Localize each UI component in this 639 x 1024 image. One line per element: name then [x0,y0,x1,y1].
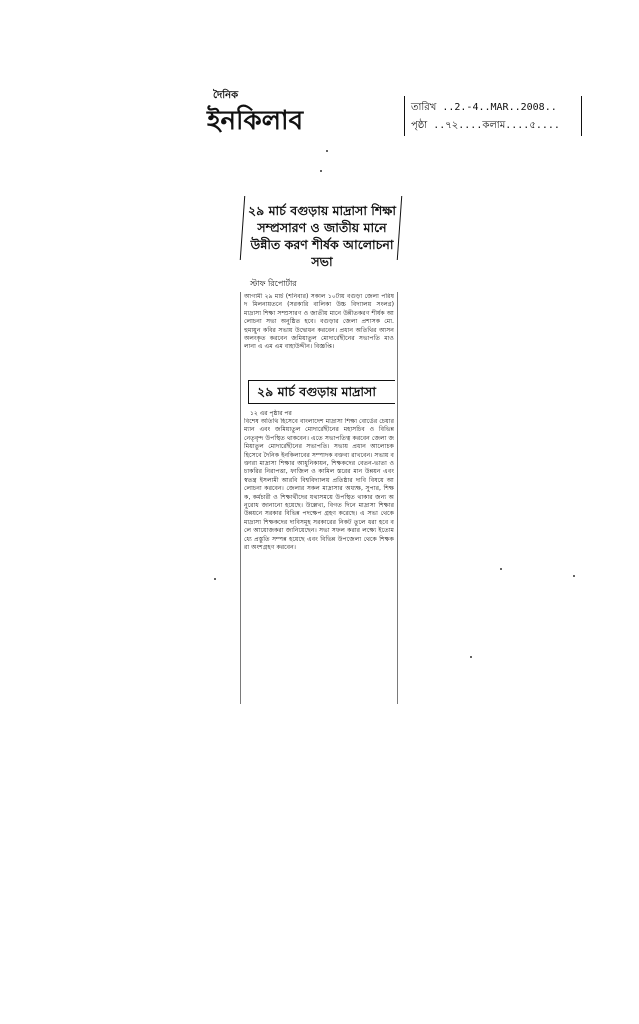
speck [214,578,216,580]
stamp-date-line: তারিখ ..2.-4..MAR..2008.. [411,102,557,113]
article-byline: স্টাফ রিপোর্টার [250,279,297,288]
article-headline: ২৯ মার্চ বগুড়ায় মাদ্রাসা শিক্ষা সম্প্রসারণ ও জাতীয় মানে উন্নীত করণ শীর্ষক আলোচনা সভা [248,203,397,269]
speck [326,150,328,152]
newspaper-masthead [207,88,337,148]
news-clipping [240,196,400,708]
date-page-stamp [404,96,582,136]
article-paragraph-1: আগামী ২৯ মার্চ (শনিবার) সকাল ১০টায় বগুড়া জেলা পরিষদ মিলনায়তনে (সরকারি বালিকা উচ্চ বিদ্যালয় সংলগ্ন) মাদ্রাসা শিক্ষা সম্প্রসারণ ও জাতীয় মানে উন্নীতকরণ শীর্ষক আলোচনা সভা অনুষ্ঠিত হবে। বগুড়ার জেলা প্রশাসক মো. হুমায়ুন কবির সভায় উদ্বোধন করবেন। প্রধান অতিথির আসন অলংকৃত করবেন জমিয়াতুল মোদার্রেছীনের সভাপতি মাওলানা এ এম এম বাহাউদ্দীন। বিজ্ঞপ্তি। [244,293,394,351]
column-rule-left [240,292,241,704]
article-paragraph-2: বিশেষ অতিথি হিসেবে বাংলাদেশ মাদ্রাসা শিক্ষা বোর্ডের চেয়ারম্যান এবং জমিয়াতুল মোদার্রেছীনের মহাসচিব ও বিভিন্ন নেতৃবৃন্দ উপস্থিত থাকবেন। এতে সভাপতিত্ব করবেন জেলা জমিয়াতুল মোদার্রেছীনের সভাপতি। সভায় প্রধান আলোচক হিসেবে দৈনিক ইনকিলাবের সম্পাদক বক্তব্য রাখবেন। সভায় বক্তারা মাদ্রাসা শিক্ষার আধুনিকায়ন, শিক্ষকদের বেতন-ভাতা ও চাকরির নিরাপত্তা, ফাজিল ও কামিল স্তরের মান উন্নয়ন এবং স্বতন্ত্র ইসলামী আরবি বিশ্ববিদ্যালয় প্রতিষ্ঠার দাবি বিষয়ে আলোচনা করবেন। জেলার সকল মাদ্রাসার অধ্যক্ষ, সুপার, শিক্ষক, কর্মচারী ও শিক্ষার্থীদের যথাসময়ে উপস্থিত থাকার জন্য অনুরোধ জানানো হয়েছে। উল্লেখ্য, বিগত দিনে মাদ্রাসা শিক্ষার উন্নয়নে সরকার বিভিন্ন পদক্ষেপ গ্রহণ করেছে। এ সভা থেকে মাদ্রাসা শিক্ষকদের দাবিসমূহ সরকারের নিকট তুলে ধরা হবে বলে আয়োজকরা জানিয়েছেন। সভা সফল করার লক্ষ্যে ইতোমধ্যে প্রস্তুতি সম্পন্ন হয়েছে এবং বিভিন্ন উপজেলা থেকে শিক্ষকরা অংশগ্রহণ করবেন। [244,418,394,552]
column-rule-right [397,292,398,704]
speck [573,575,575,577]
speck [470,656,472,658]
masthead-daily-label: দৈনিক [213,90,239,101]
stamp-page-line: পৃষ্ঠা ..৭২....কলাম....৫.... [411,120,560,131]
speck [320,170,322,172]
speck [500,568,502,570]
continuation-headline: ২৯ মার্চ বগুড়ায় মাদ্রাসা [257,384,376,399]
masthead-title: ইনকিলাব [207,106,304,136]
continuation-headline-box [248,380,395,404]
continued-from-label: ১২ এর পৃষ্ঠার পর [250,410,292,417]
